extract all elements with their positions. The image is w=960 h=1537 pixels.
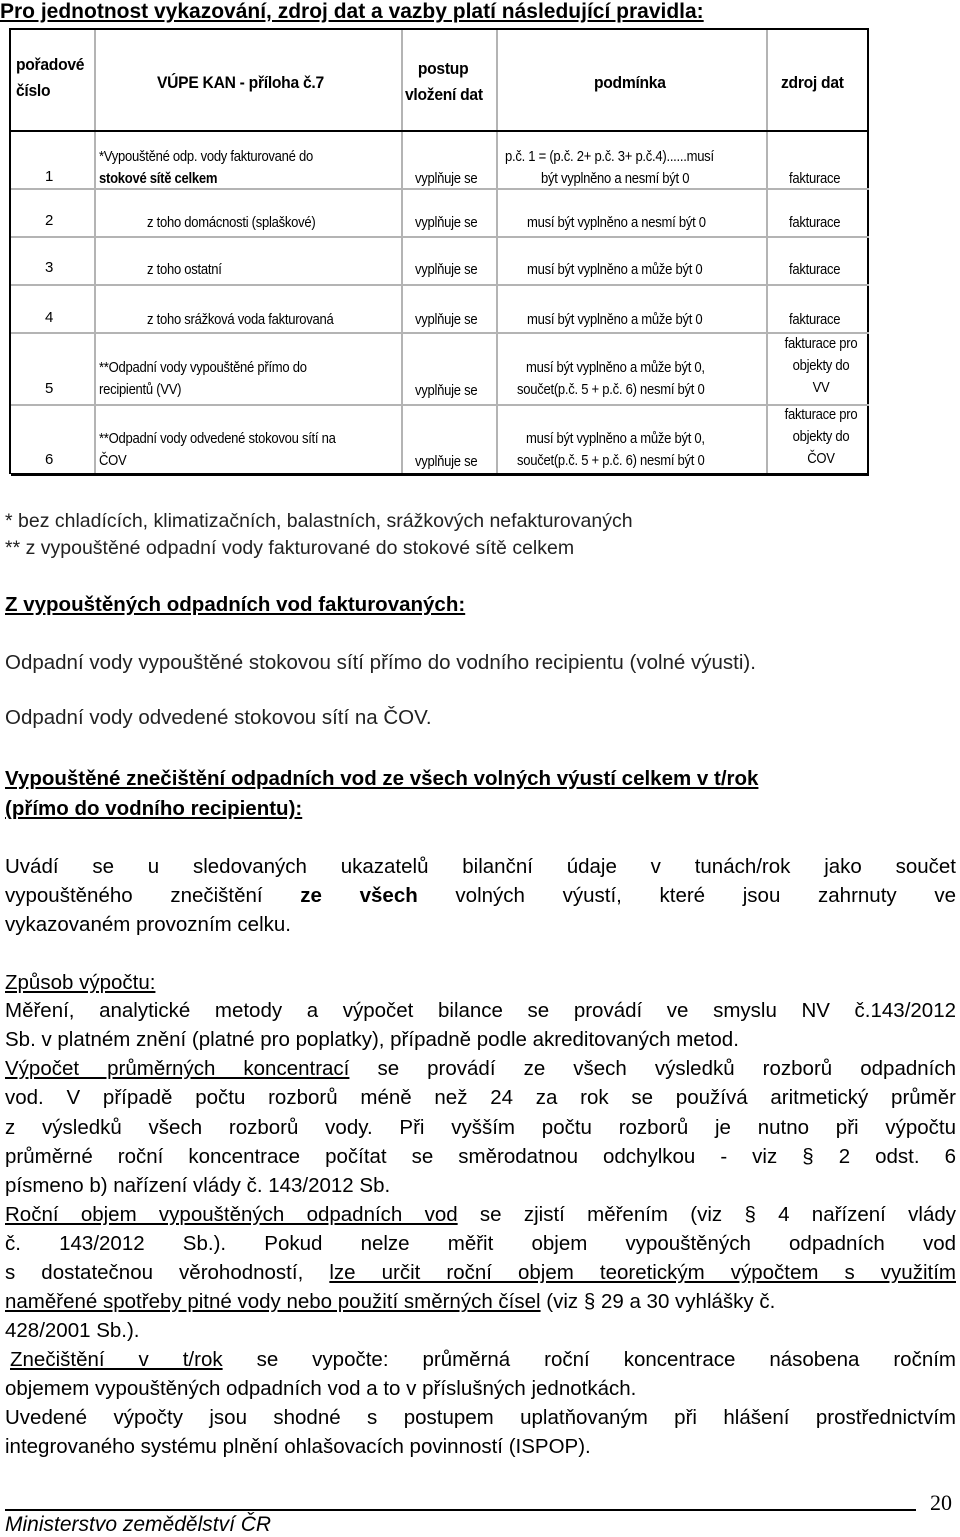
row-source: fakturace pro objekty do ČOV <box>784 407 858 467</box>
method-line: integrovaného systému plnění ohlašovacích povinností (ISPOP). <box>5 1435 591 1458</box>
row-method: vyplňuje se <box>415 383 478 399</box>
method-line: Měření, analytické metody a výpočet bilance se provádí ve smyslu NV č.143/2012 <box>5 999 956 1022</box>
header-report-name: VÚPE KAN - příloha č.7 <box>157 73 324 92</box>
table-grid-line <box>11 332 869 334</box>
method-line: Roční objem vypouštěných odpadních vod se zjistí měřením (viz § 4 nařízení vlády <box>5 1203 956 1226</box>
row-method: vyplňuje se <box>415 312 478 328</box>
page-heading: Pro jednotnost vykazování, zdroj dat a vazby platí následující pravidla: <box>0 0 704 23</box>
row-name: z toho ostatní <box>147 262 222 278</box>
header-input-method: postup vložení dat <box>405 59 483 104</box>
table-grid-line <box>11 284 869 286</box>
header-condition: podmínka <box>594 73 666 92</box>
footnote-star1: * bez chladících, klimatizačních, balastních, srážkových nefakturovaných <box>5 510 633 532</box>
method-line: Výpočet průměrných koncentrací se provádí ze všech výsledků rozborů odpadních <box>5 1057 956 1080</box>
table-grid-line <box>766 30 768 474</box>
row-source: fakturace <box>789 262 841 278</box>
row-name: z toho srážková voda fakturovaná <box>147 312 334 328</box>
header-data-source: zdroj dat <box>781 73 844 92</box>
method-line: 428/2001 Sb.). <box>5 1319 140 1342</box>
row-number: 5 <box>45 380 54 397</box>
row-name: **Odpadní vody vypouštěné přímo do recipientů (VV) <box>99 360 307 398</box>
row-source: fakturace <box>789 312 841 328</box>
row-condition: musí být vyplněno a může být 0 <box>527 262 703 278</box>
row-method: vyplňuje se <box>415 262 478 278</box>
row-method: vyplňuje se <box>415 171 478 187</box>
row-number: 3 <box>45 259 54 276</box>
table-grid-line <box>11 130 869 132</box>
footer-ministry: Ministerstvo zemědělství ČR <box>5 1513 272 1536</box>
row-condition: musí být vyplněno a může být 0, součet(p.č. 5 + p.č. 6) nesmí být 0 <box>517 360 705 398</box>
row-condition: musí být vyplněno a může být 0 <box>527 312 703 328</box>
section1-line1: Odpadní vody vypouštěné stokovou sítí přímo do vodního recipientu (volné výusti). <box>5 651 756 674</box>
row-number: 4 <box>45 309 54 326</box>
row-number: 6 <box>45 451 54 468</box>
method-line: Sb. v platném znění (platné pro poplatky), případně podle akreditovaných metod. <box>5 1028 739 1051</box>
row-source: fakturace <box>789 171 841 187</box>
table-bottom-border <box>11 473 869 476</box>
row-name: z toho domácnosti (splaškové) <box>147 215 316 231</box>
method-line: Uvedené výpočty jsou shodné s postupem uplatňovaným při hlášení prostřednictvím <box>5 1406 956 1429</box>
paragraph-line: vypouštěného znečištění ze všech volných výustí, které jsou zahrnuty ve <box>5 884 956 907</box>
row-number: 1 <box>45 168 54 185</box>
page-number: 20 <box>930 1490 952 1515</box>
paragraph-line: vykazovaném provozním celku. <box>5 913 291 936</box>
footer-divider <box>5 1509 916 1511</box>
method-line: písmeno b) nařízení vlády č. 143/2012 Sb. <box>5 1174 391 1197</box>
row-condition: musí být vyplněno a nesmí být 0 <box>527 215 706 231</box>
table-grid-line <box>496 30 498 474</box>
section1-title: Z vypouštěných odpadních vod fakturovaných: <box>5 593 466 616</box>
table-grid-line <box>11 404 869 406</box>
section2-title-line1: Vypouštěné znečištění odpadních vod ze všech volných výustí celkem v t/rok <box>5 767 759 790</box>
row-source: fakturace pro objekty do VV <box>784 336 858 396</box>
method-line: z výsledků všech rozborů vody. Při vyšším počtu rozborů je nutno při výpočtu <box>5 1116 956 1139</box>
row-source: fakturace <box>789 215 841 231</box>
method-line: vod. V případě počtu rozborů méně než 24 za rok se používá aritmetický průměr <box>5 1086 956 1109</box>
row-number: 2 <box>45 212 54 229</box>
row-name: **Odpadní vody odvedené stokovou sítí na ČOV <box>99 431 336 469</box>
section1-line2: Odpadní vody odvedené stokovou sítí na ČOV. <box>5 706 432 729</box>
row-condition: musí být vyplněno a může být 0, součet(p.č. 5 + p.č. 6) nesmí být 0 <box>517 431 705 469</box>
header-order-number: pořadové číslo <box>16 55 85 100</box>
row-condition: p.č. 1 = (p.č. 2+ p.č. 3+ p.č.4)......musí být vyplněno a nesmí být 0 <box>505 149 714 187</box>
method-line: č. 143/2012 Sb.). Pokud nelze měřit objem vypouštěných odpadních vod <box>5 1232 956 1255</box>
table-grid-line <box>401 30 403 474</box>
method-line: s dostatečnou věrohodností, lze určit roční objem teoretickým výpočtem s využitím <box>5 1261 956 1284</box>
method-line: naměřené spotřeby pitné vody nebo použití směrných čísel (viz § 29 a 30 vyhlášky č. <box>5 1290 776 1313</box>
footnote-star2: ** z vypouštěné odpadní vody fakturované do stokové sítě celkem <box>5 537 575 559</box>
method-line: Znečištění v t/rok se vypočte: průměrná roční koncentrace násobena ročním <box>10 1348 956 1371</box>
section2-title-line2: (přímo do vodního recipientu): <box>5 797 303 820</box>
paragraph-line: Uvádí se u sledovaných ukazatelů bilanční údaje v tunách/rok jako součet <box>5 855 956 878</box>
method-line: průměrné roční koncentrace počítat se směrodatnou odchylkou - viz § 2 odst. 6 <box>5 1145 956 1168</box>
method-line: objemem vypouštěných odpadních vod a to v příslušných jednotkách. <box>5 1377 637 1400</box>
row-name: *Vypouštěné odp. vody fakturované do stokové sítě celkem <box>99 149 313 187</box>
row-method: vyplňuje se <box>415 454 478 470</box>
method-title: Způsob výpočtu: <box>5 971 156 994</box>
reporting-rules-table <box>9 28 869 474</box>
row-method: vyplňuje se <box>415 215 478 231</box>
table-grid-line <box>11 236 869 238</box>
table-grid-line <box>94 30 96 474</box>
table-grid-line <box>867 30 869 474</box>
